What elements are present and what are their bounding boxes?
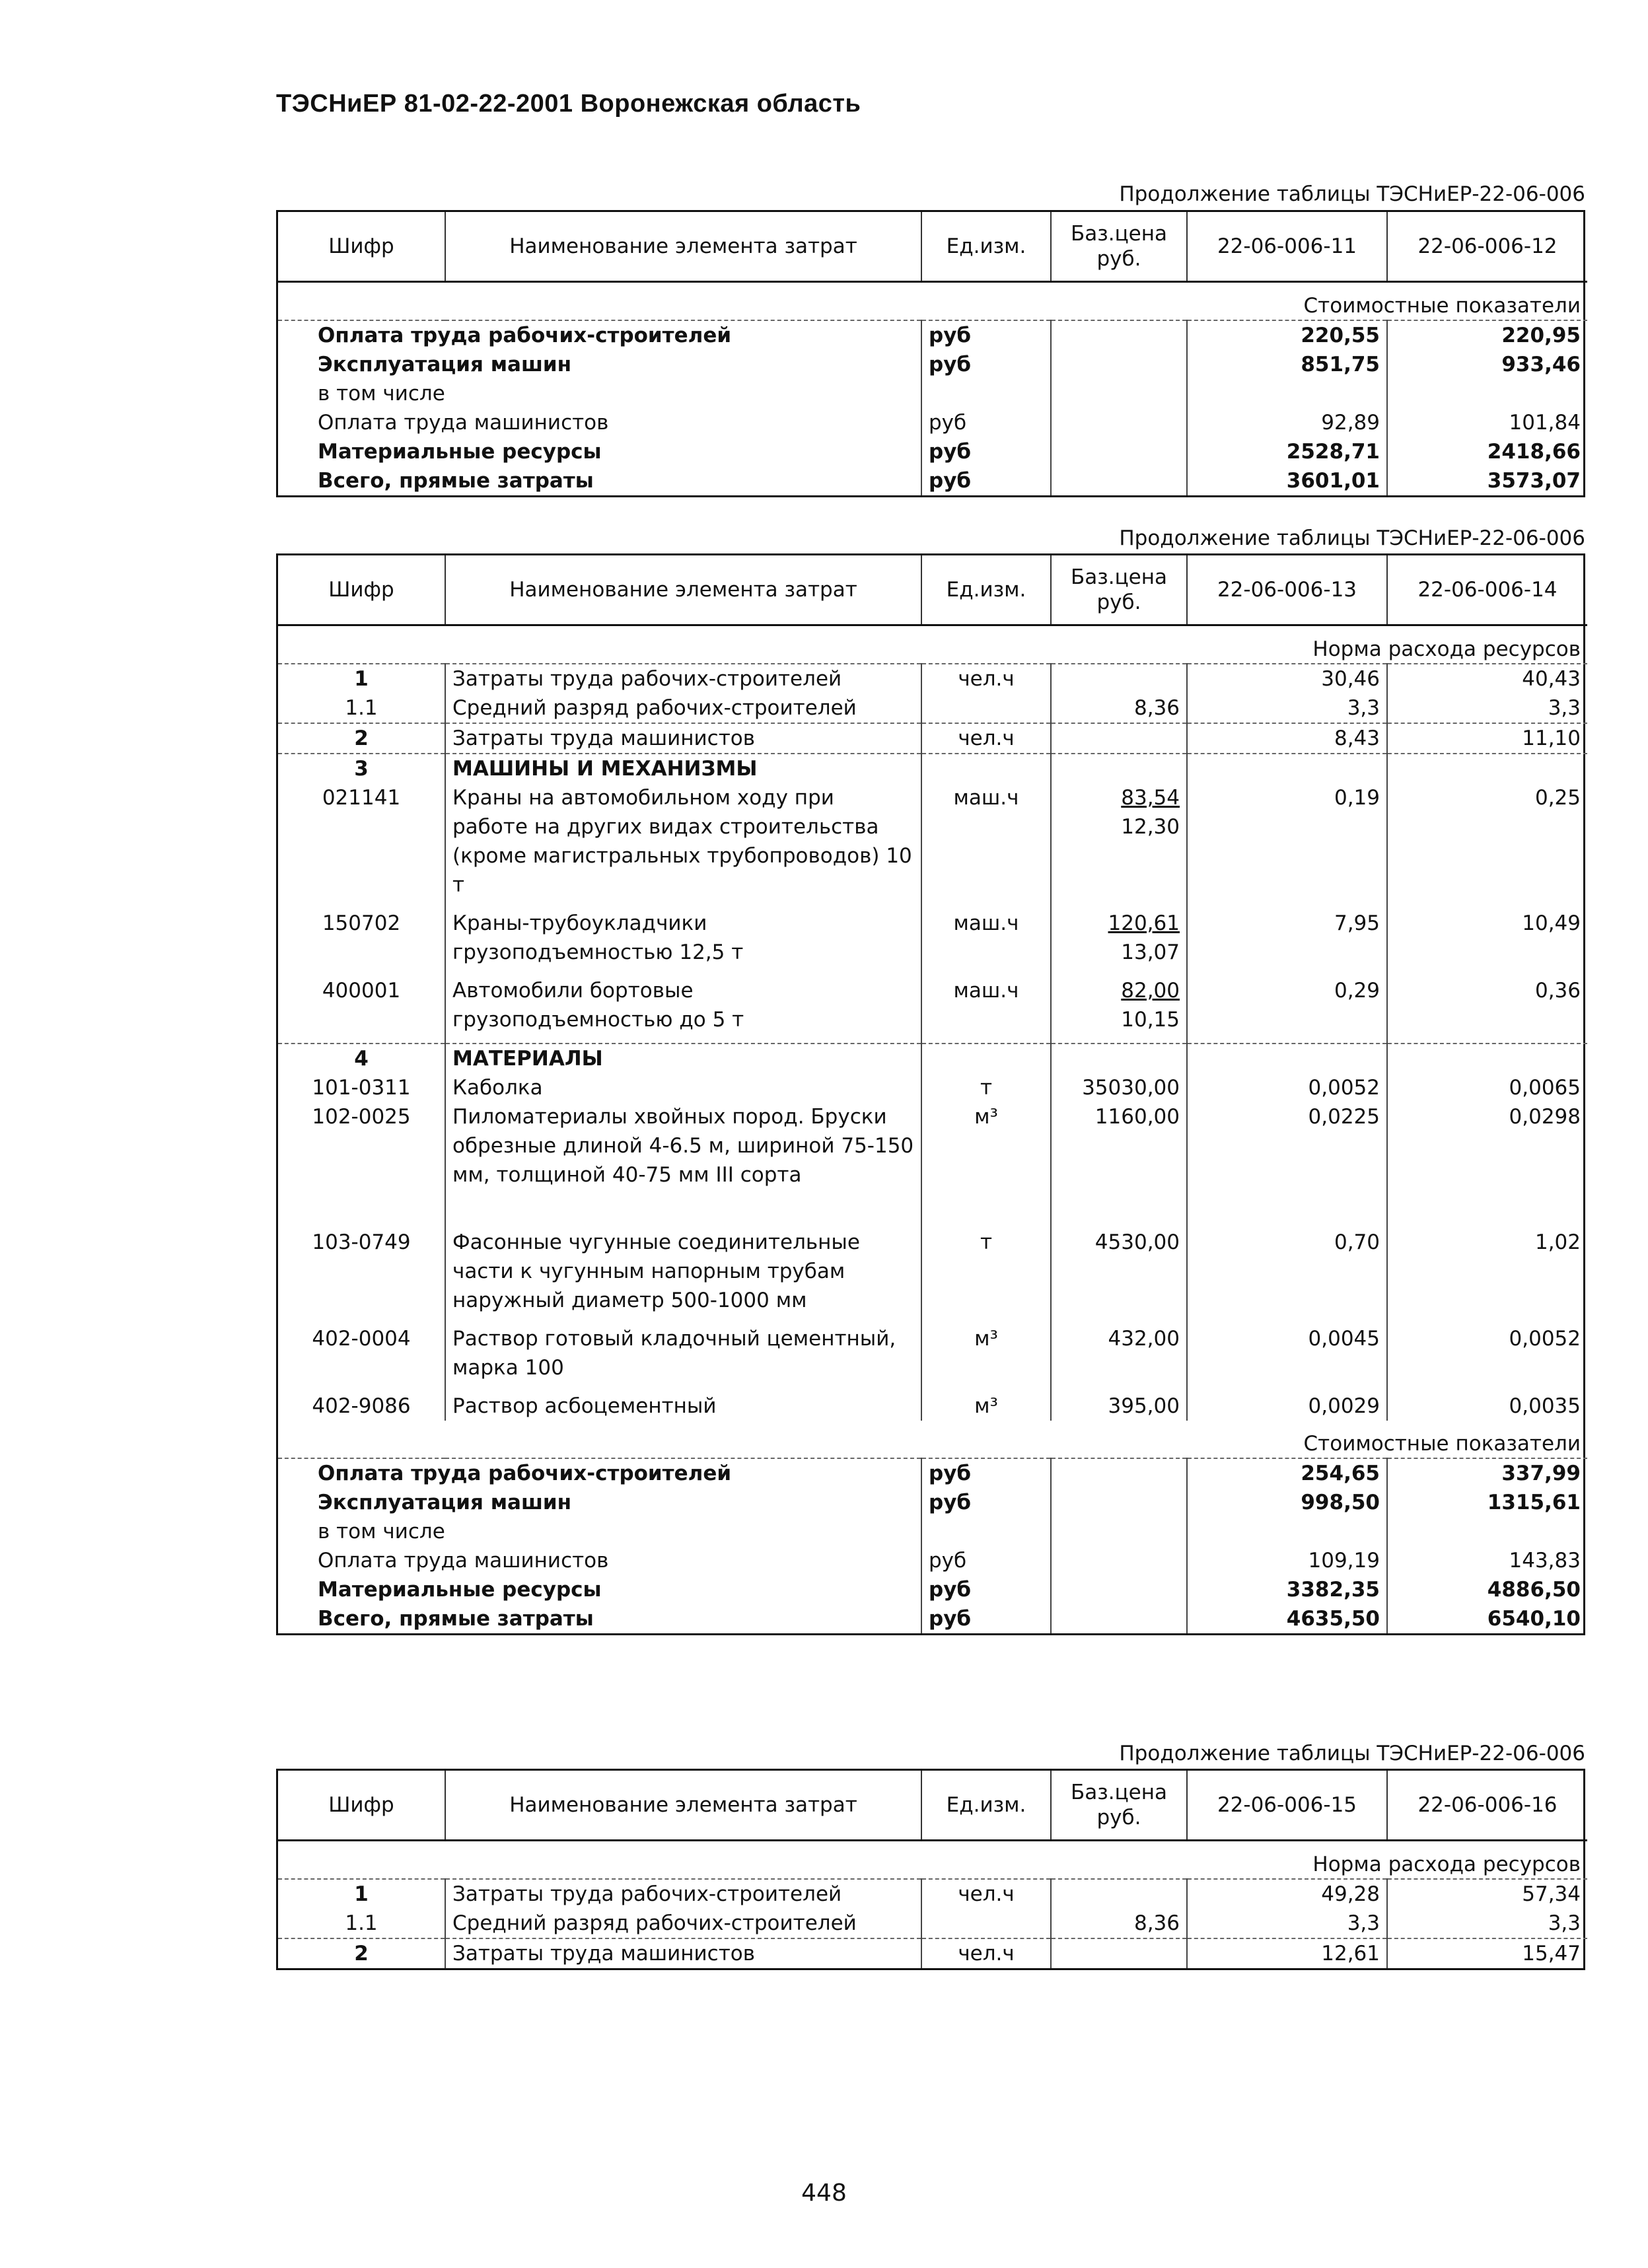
- row-value-b: 220,95: [1387, 320, 1587, 350]
- row-price: [1051, 1044, 1187, 1073]
- row-value-a: 0,19: [1187, 783, 1387, 909]
- row-value-a: 8,43: [1187, 723, 1387, 754]
- table3: [276, 1769, 1585, 1970]
- row-name: Раствор готовый кладочный цементный, марка 100: [445, 1324, 921, 1392]
- table-row: [278, 723, 1587, 754]
- cost-row: [278, 1458, 1587, 1488]
- row-price: [1051, 408, 1187, 437]
- row-name: МАТЕРИАЛЫ: [445, 1044, 921, 1073]
- row-price: [1051, 1909, 1187, 1938]
- row-unit: чел.ч: [921, 723, 1051, 754]
- row-code: 2: [278, 1938, 445, 1968]
- row-name: Затраты труда рабочих-строителей: [445, 1879, 921, 1909]
- row-value-b: 6540,10: [1387, 1604, 1587, 1633]
- row-unit: чел.ч: [921, 1938, 1051, 1968]
- header-code: Шифр: [328, 578, 394, 602]
- table1-caption: Продолжение таблицы ТЭСНиЕР-22-06-006: [1119, 182, 1585, 206]
- row-value-b: 11,10: [1387, 723, 1587, 754]
- header-base-price: Баз.цена руб.: [1051, 1771, 1187, 1841]
- row-price: [1051, 664, 1187, 693]
- table-row: [278, 1879, 1587, 1909]
- row-value-b: 143,83: [1387, 1546, 1587, 1575]
- row-name: Оплата труда машинистов: [318, 1549, 609, 1573]
- row-value-a: 109,19: [1187, 1546, 1387, 1575]
- row-code: 400001: [322, 979, 401, 1003]
- row-code: 4: [278, 1044, 445, 1073]
- row-value-b: 4886,50: [1387, 1575, 1587, 1604]
- table-row: [278, 754, 1587, 783]
- cost-row: [278, 466, 1587, 495]
- table-row: [278, 909, 1587, 976]
- row-value-a: 3601,01: [1187, 466, 1387, 495]
- row-unit: руб: [921, 350, 1051, 379]
- table-row: [278, 1392, 1587, 1421]
- row-value-b: 0,36: [1387, 976, 1587, 1044]
- row-price: [1051, 379, 1187, 408]
- row-code: 101-0311: [312, 1076, 411, 1100]
- row-price: [1051, 320, 1187, 350]
- row-value-a: [1187, 1517, 1387, 1546]
- row-name: Оплата труда рабочих-строителей: [318, 1462, 732, 1485]
- row-value-b: 3,3: [1387, 693, 1587, 723]
- row-name: Автомобили бортовые грузоподъемностью до 5 т: [445, 976, 921, 1044]
- price-value: 82,00: [1121, 979, 1180, 1003]
- row-price: [1051, 1879, 1187, 1909]
- row-value-a: [1187, 1044, 1387, 1073]
- row-value-a: [1187, 754, 1387, 783]
- price-value: 120,61: [1108, 911, 1180, 935]
- row-name: Оплата труда рабочих-строителей: [318, 324, 732, 347]
- row-value-a: 0,0029: [1187, 1392, 1387, 1421]
- row-name: Средний разряд рабочих-строителей: [445, 1909, 921, 1938]
- row-value-a: 998,50: [1187, 1488, 1387, 1517]
- row-value-a: 3382,35: [1187, 1575, 1387, 1604]
- row-code: 2: [278, 723, 445, 754]
- row-code: 402-0004: [312, 1327, 411, 1351]
- row-unit: [921, 1044, 1051, 1073]
- row-value-a: 0,0052: [1187, 1073, 1387, 1102]
- header-base-price: Баз.цена руб.: [1051, 555, 1187, 625]
- row-unit: т: [921, 1073, 1051, 1102]
- row-unit: руб: [921, 1575, 1051, 1604]
- row-unit: м³: [921, 1102, 1051, 1228]
- header-col-b: 22-06-006-16: [1387, 1771, 1587, 1841]
- row-value-a: 254,65: [1187, 1458, 1387, 1488]
- row-value-b: 15,47: [1387, 1938, 1587, 1968]
- row-value-a: 0,0225: [1187, 1102, 1387, 1228]
- row-value-b: 0,0035: [1387, 1392, 1587, 1421]
- row-unit: маш.ч: [921, 976, 1051, 1044]
- header-col-a: 22-06-006-13: [1187, 555, 1387, 625]
- row-value-a: 49,28: [1187, 1879, 1387, 1909]
- row-code: 1: [354, 667, 369, 691]
- row-value-b: 337,99: [1387, 1458, 1587, 1488]
- header-col-b: 22-06-006-14: [1387, 555, 1587, 625]
- row-code: 102-0025: [312, 1105, 411, 1129]
- row-price: [1051, 1324, 1187, 1392]
- row-name: Пиломатериалы хвойных пород. Бруски обрезные длиной 4-6.5 м, шириной 75-150 мм, толщиной 40-75 мм III сорта: [445, 1102, 921, 1228]
- row-value-b: 933,46: [1387, 350, 1587, 379]
- header-code: Шифр: [328, 234, 394, 258]
- row-price: [1051, 1073, 1187, 1102]
- row-unit: [921, 754, 1051, 783]
- row-value-b: [1387, 379, 1587, 408]
- row-name: Всего, прямые затраты: [318, 1607, 594, 1631]
- row-value-a: 12,61: [1187, 1938, 1387, 1968]
- row-unit: руб: [921, 1488, 1051, 1517]
- row-price: [1051, 693, 1187, 723]
- header-unit: Ед.изм.: [921, 212, 1051, 282]
- row-name: Материальные ресурсы: [318, 1578, 602, 1602]
- table-row: [278, 1102, 1587, 1228]
- row-unit: [921, 1909, 1051, 1938]
- table-row: [278, 976, 1587, 1044]
- row-name: Оплата труда машинистов: [318, 411, 609, 435]
- row-price: [1051, 783, 1187, 909]
- row-value-a: 3,3: [1187, 693, 1387, 723]
- document-title: ТЭСНиЕР 81-02-22-2001 Воронежская область: [276, 90, 861, 118]
- cost-row: [278, 1488, 1587, 1517]
- row-unit: руб: [921, 1458, 1051, 1488]
- row-unit: [921, 379, 1051, 408]
- cost-row: [278, 408, 1587, 437]
- row-value-a: 851,75: [1187, 350, 1387, 379]
- row-value-a: 2528,71: [1187, 437, 1387, 466]
- row-value-a: 3,3: [1187, 1909, 1387, 1938]
- row-value-b: 0,0298: [1387, 1102, 1587, 1228]
- header-col-a: 22-06-006-15: [1187, 1771, 1387, 1841]
- row-value-a: 0,0045: [1187, 1324, 1387, 1392]
- row-unit: т: [921, 1228, 1051, 1324]
- row-value-a: 220,55: [1187, 320, 1387, 350]
- table-row: [278, 1938, 1587, 1968]
- row-price: [1051, 1604, 1187, 1633]
- price-value: 395,00: [1108, 1394, 1180, 1418]
- price-value: 8,36: [1133, 696, 1180, 720]
- table3-caption: Продолжение таблицы ТЭСНиЕР-22-06-006: [1119, 1742, 1585, 1765]
- row-value-a: [1187, 379, 1387, 408]
- price-value: 8,36: [1133, 1911, 1180, 1935]
- cost-row: [278, 1575, 1587, 1604]
- row-value-a: 30,46: [1187, 664, 1387, 693]
- table2: [276, 553, 1585, 1635]
- row-unit: маш.ч: [921, 909, 1051, 976]
- row-name: в том числе: [318, 1520, 445, 1543]
- price-value: 83,54: [1121, 786, 1180, 810]
- cost-row: [278, 1604, 1587, 1633]
- table-row: [278, 1073, 1587, 1102]
- row-value-b: 0,25: [1387, 783, 1587, 909]
- row-value-b: 1315,61: [1387, 1488, 1587, 1517]
- price-secondary-value: 13,07: [1121, 940, 1180, 964]
- row-name: Краны-трубоукладчики грузоподъемностью 12,5 т: [445, 909, 921, 976]
- row-name: Краны на автомобильном ходу при работе на других видах строительства (кроме магистральных трубопроводов) 10 т: [445, 783, 921, 909]
- price-value: 1160,00: [1094, 1105, 1180, 1129]
- row-price: [1051, 1488, 1187, 1517]
- header-name: Наименование элемента затрат: [445, 555, 921, 625]
- price-secondary-value: 12,30: [1121, 815, 1180, 839]
- table2-header-row: [278, 555, 1587, 625]
- row-price: [1051, 1228, 1187, 1324]
- table-row: [278, 1044, 1587, 1073]
- row-unit: руб: [921, 1604, 1051, 1633]
- section-norm-label: Норма расхода ресурсов: [278, 625, 1587, 664]
- row-value-b: 57,34: [1387, 1879, 1587, 1909]
- row-value-b: [1387, 754, 1587, 783]
- table-row: [278, 693, 1587, 723]
- section-norm-label: Норма расхода ресурсов: [278, 1841, 1587, 1880]
- row-name: Каболка: [445, 1073, 921, 1102]
- cost-row: [278, 1546, 1587, 1575]
- header-col-b: 22-06-006-12: [1387, 212, 1587, 282]
- table-row: [278, 783, 1587, 909]
- price-value: 35030,00: [1082, 1076, 1180, 1100]
- row-price: [1051, 1546, 1187, 1575]
- row-name: Всего, прямые затраты: [318, 469, 594, 493]
- row-value-a: 7,95: [1187, 909, 1387, 976]
- row-name: Материальные ресурсы: [318, 440, 602, 464]
- row-value-b: 0,0052: [1387, 1324, 1587, 1392]
- row-unit: [921, 1517, 1051, 1546]
- row-name: МАШИНЫ И МЕХАНИЗМЫ: [445, 754, 921, 783]
- row-price: [1051, 1517, 1187, 1546]
- row-value-b: 10,49: [1387, 909, 1587, 976]
- table-row: [278, 664, 1587, 693]
- row-name: Эксплуатация машин: [318, 1491, 572, 1514]
- row-unit: [921, 693, 1051, 723]
- row-price: [1051, 1392, 1187, 1421]
- row-value-a: 0,29: [1187, 976, 1387, 1044]
- header-code: Шифр: [328, 1793, 394, 1817]
- row-value-b: 3,3: [1387, 1909, 1587, 1938]
- table-row: [278, 1909, 1587, 1938]
- row-name: Затраты труда рабочих-строителей: [445, 664, 921, 693]
- row-value-b: 1,02: [1387, 1228, 1587, 1324]
- row-value-b: 0,0065: [1387, 1073, 1587, 1102]
- row-name: Фасонные чугунные соединительные части к чугунным напорным трубам наружный диаметр 500-1000 мм: [445, 1228, 921, 1324]
- row-unit: руб: [921, 408, 1051, 437]
- table-row: [278, 1324, 1587, 1392]
- cost-row: [278, 1517, 1587, 1546]
- row-value-b: 40,43: [1387, 664, 1587, 693]
- row-unit: м³: [921, 1324, 1051, 1392]
- price-value: 432,00: [1108, 1327, 1180, 1351]
- row-price: [1051, 909, 1187, 976]
- table-row: [278, 1228, 1587, 1324]
- cost-row: [278, 437, 1587, 466]
- row-price: [1051, 466, 1187, 495]
- section-cost-label: Стоимостные показатели: [278, 282, 1587, 321]
- header-col-a: 22-06-006-11: [1187, 212, 1387, 282]
- price-value: 4530,00: [1094, 1230, 1180, 1254]
- header-name: Наименование элемента затрат: [445, 212, 921, 282]
- row-name: Средний разряд рабочих-строителей: [445, 693, 921, 723]
- row-name: в том числе: [318, 382, 445, 406]
- row-code: 3: [278, 754, 445, 783]
- row-unit: чел.ч: [921, 1879, 1051, 1909]
- section-cost-label: Стоимостные показатели: [278, 1421, 1587, 1458]
- cost-row: [278, 320, 1587, 350]
- row-value-a: 92,89: [1187, 408, 1387, 437]
- table2-caption: Продолжение таблицы ТЭСНиЕР-22-06-006: [1119, 526, 1585, 550]
- row-code: 150702: [322, 911, 401, 935]
- row-code: 021141: [322, 786, 401, 810]
- header-unit: Ед.изм.: [921, 555, 1051, 625]
- row-code: 1: [354, 1882, 369, 1906]
- row-name: Раствор асбоцементный: [445, 1392, 921, 1421]
- row-price: [1051, 1102, 1187, 1228]
- row-price: [1051, 976, 1187, 1044]
- row-name: Эксплуатация машин: [318, 353, 572, 376]
- cost-row: [278, 379, 1587, 408]
- table1-header-row: [278, 212, 1587, 282]
- row-value-a: 0,70: [1187, 1228, 1387, 1324]
- price-secondary-value: 10,15: [1121, 1008, 1180, 1032]
- header-base-price: Баз.цена руб.: [1051, 212, 1187, 282]
- row-value-b: 101,84: [1387, 408, 1587, 437]
- row-price: [1051, 1575, 1187, 1604]
- row-name: Затраты труда машинистов: [445, 1938, 921, 1968]
- row-price: [1051, 754, 1187, 783]
- page-number: 448: [801, 2179, 847, 2207]
- cost-row: [278, 350, 1587, 379]
- row-price: [1051, 437, 1187, 466]
- row-value-b: 3573,07: [1387, 466, 1587, 495]
- row-code: 1.1: [345, 1911, 378, 1935]
- header-unit: Ед.изм.: [921, 1771, 1051, 1841]
- row-unit: руб: [921, 437, 1051, 466]
- row-unit: чел.ч: [921, 664, 1051, 693]
- header-name: Наименование элемента затрат: [445, 1771, 921, 1841]
- row-unit: руб: [921, 466, 1051, 495]
- row-code: 103-0749: [312, 1230, 411, 1254]
- row-unit: руб: [921, 320, 1051, 350]
- row-code: 402-9086: [312, 1394, 411, 1418]
- row-unit: руб: [921, 1546, 1051, 1575]
- row-code: 1.1: [345, 696, 378, 720]
- row-value-a: 4635,50: [1187, 1604, 1387, 1633]
- row-price: [1051, 723, 1187, 754]
- table3-header-row: [278, 1771, 1587, 1841]
- row-unit: м³: [921, 1392, 1051, 1421]
- row-price: [1051, 1458, 1187, 1488]
- row-price: [1051, 1938, 1187, 1968]
- row-name: Затраты труда машинистов: [445, 723, 921, 754]
- row-value-b: 2418,66: [1387, 437, 1587, 466]
- table1: [276, 210, 1585, 497]
- row-unit: маш.ч: [921, 783, 1051, 909]
- row-value-b: [1387, 1517, 1587, 1546]
- row-price: [1051, 350, 1187, 379]
- row-value-b: [1387, 1044, 1587, 1073]
